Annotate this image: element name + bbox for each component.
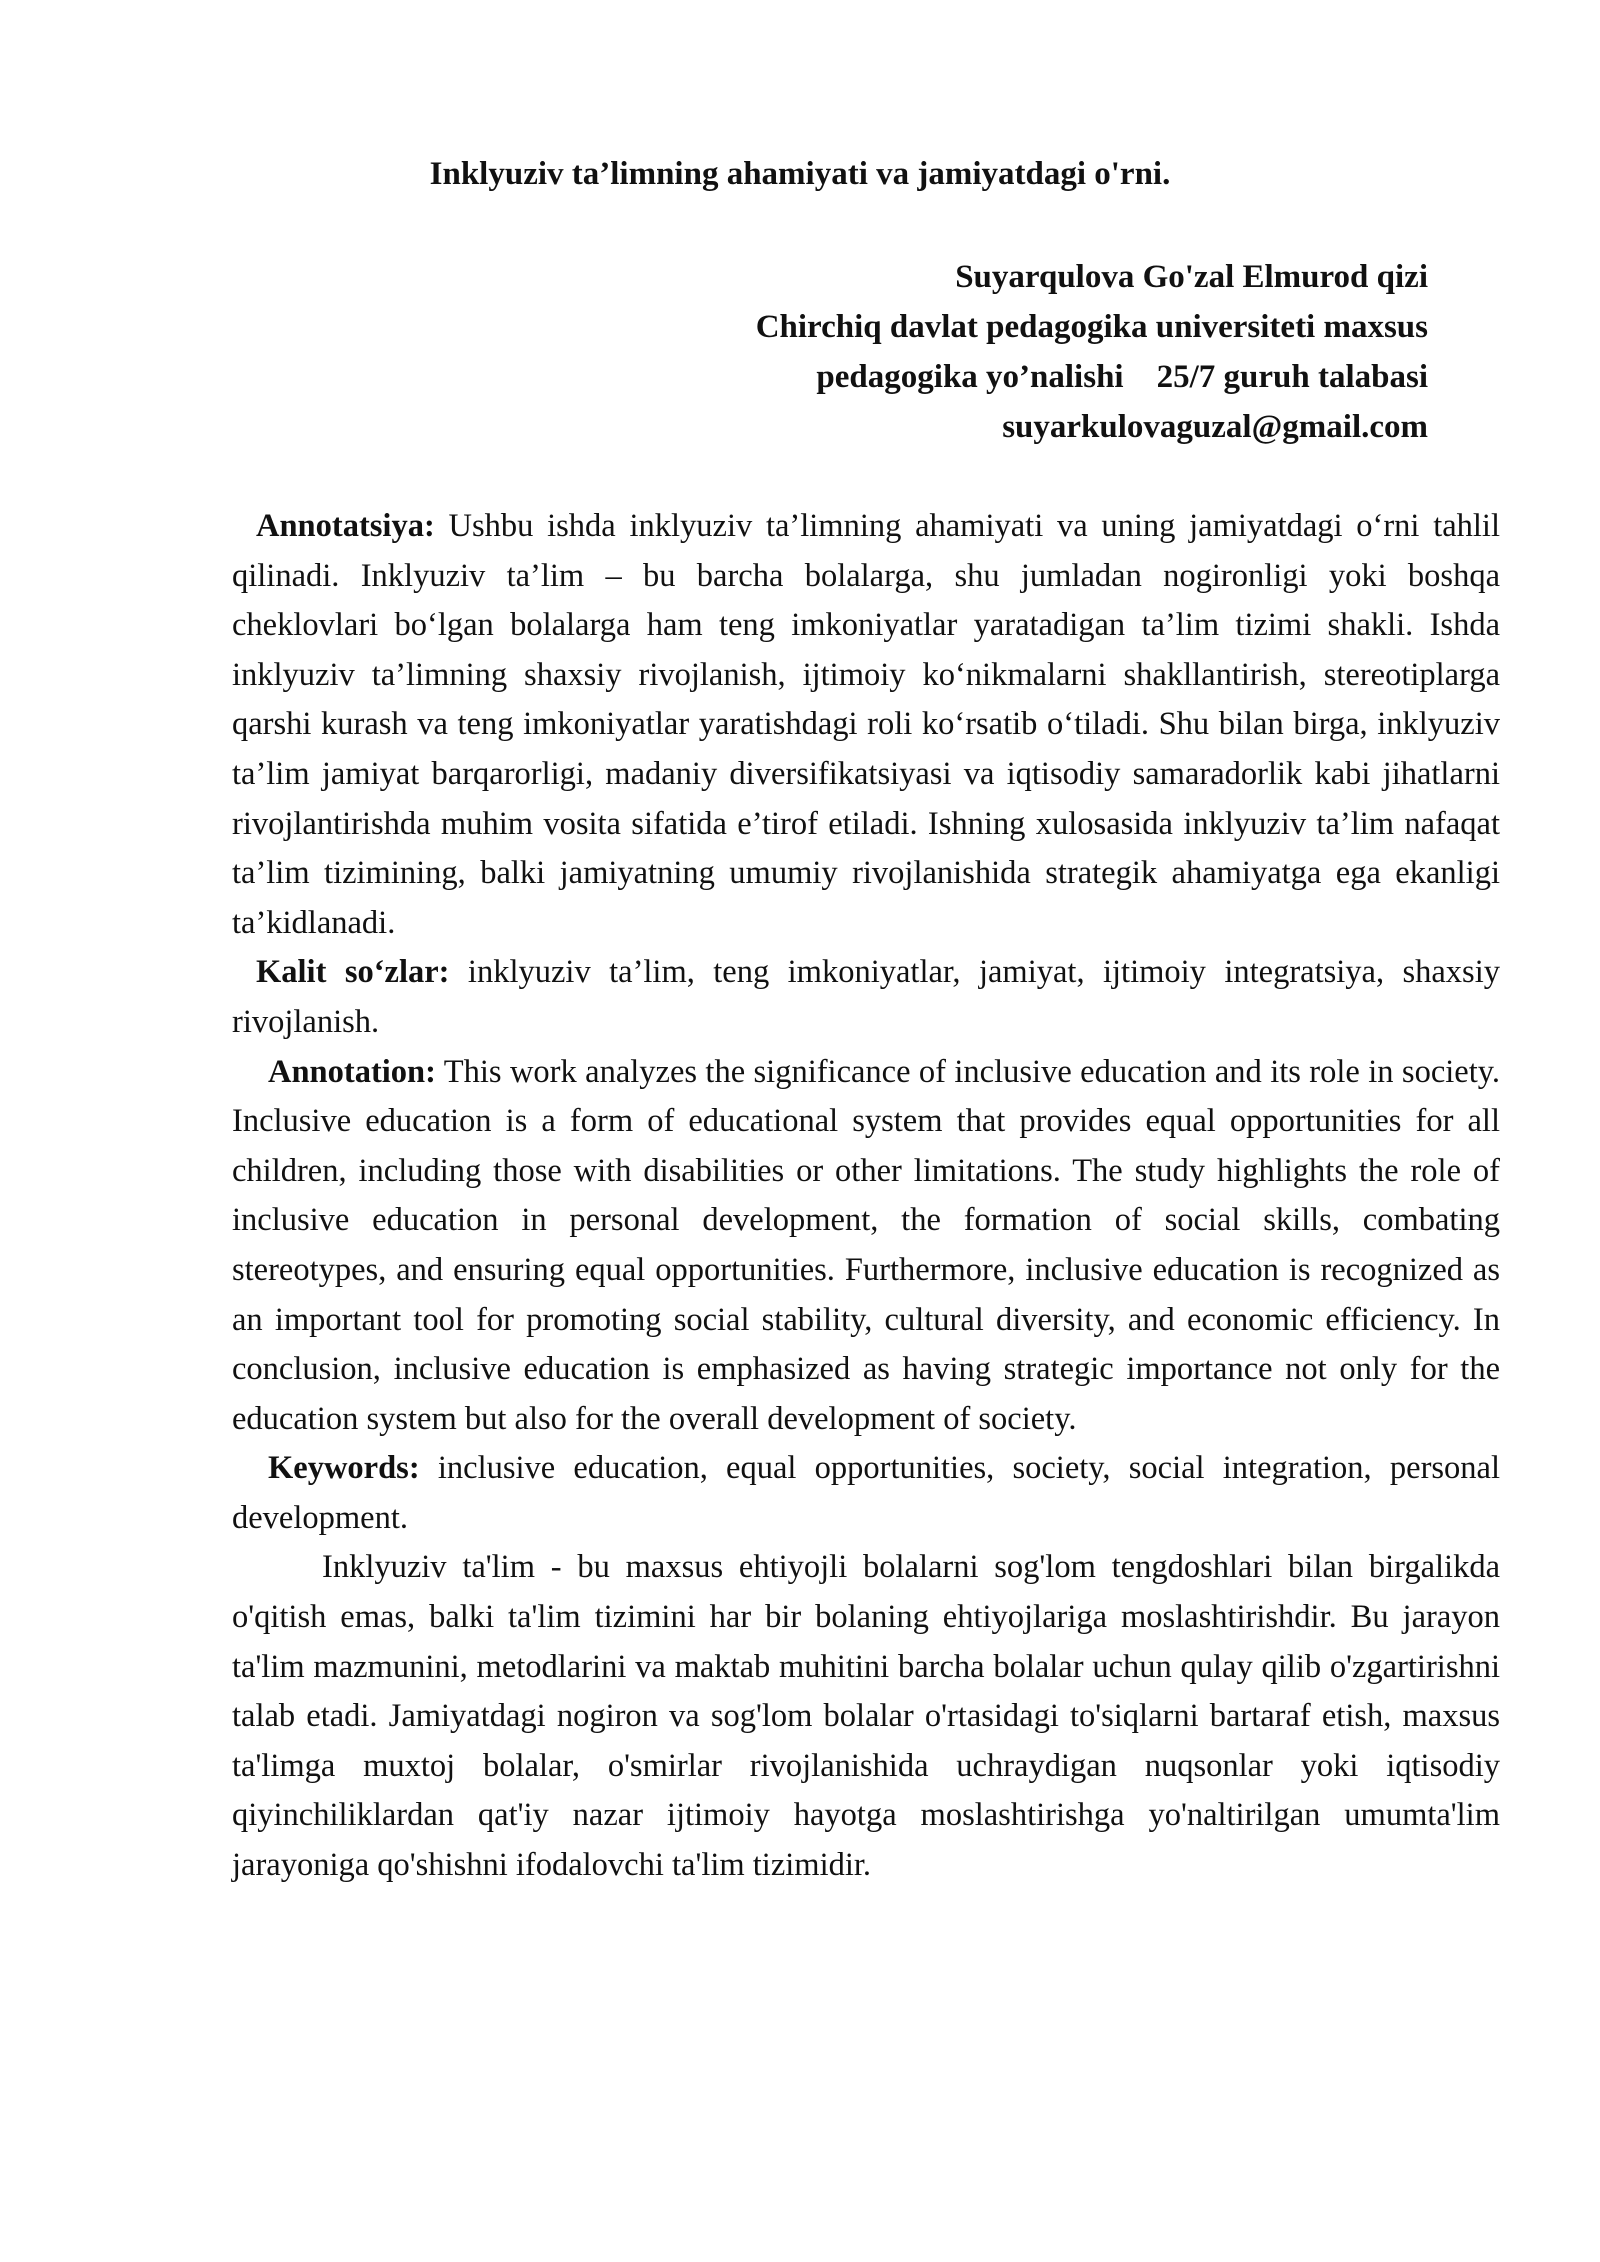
document-title: Inklyuziv ta’limning ahamiyati va jamiyatdagi o'rni. <box>429 156 1171 192</box>
annotatsiya-paragraph <box>232 502 1500 948</box>
annotation-text: This work analyzes the significance of inclusive education and its role in society. Inclusive education is a form of educational system that provides equal opportunities for all children, including those with disabilities or other limitations. The study highlights the role of inclusive education in personal development, the formation of social skills, combating stereotypes, and ensuring equal opportunities. Furthermore, inclusive education is recognized as an important tool for promoting social stability, cultural diversity, and economic efficiency. In conclusion, inclusive education is emphasized as having strategic importance not only for the education system but also for the overall development of society. <box>232 1053 1500 1437</box>
author-affiliation-line2: pedagogika yo’nalishi 25/7 guruh talabasi <box>816 359 1428 395</box>
annotation-paragraph <box>232 1048 1500 1445</box>
keywords-paragraph <box>232 1444 1500 1543</box>
annotation-label: Annotation: <box>268 1053 436 1090</box>
author-block <box>328 252 1428 452</box>
annotatsiya-text: Ushbu ishda inklyuziv ta’limning ahamiyati va uning jamiyatdagi o‘rni tahlil qilinadi. Inklyuziv ta’lim – bu barcha bolalarga, shu jumladan nogironligi yoki boshqa cheklovlari bo‘lgan bolalarga ham teng imkoniyatlar yaratadigan ta’lim tizimi shakli. Ishda inklyuziv ta’limning shaxsiy rivojlanish, ijtimoiy ko‘nikmalarni shakllantirish, stereotiplarga qarshi kurash va teng imkoniyatlar yaratishdagi roli ko‘rsatib o‘tiladi. Shu bilan birga, inklyuziv ta’lim jamiyat barqarorligi, madaniy diversifikatsiyasi va iqtisodiy samaradorlik kabi jihatlarni rivojlantirishda muhim vosita sifatida e’tirof etiladi. Ishning xulosasida inklyuziv ta’lim nafaqat ta’lim tizimining, balki jamiyatning umumiy rivojlanishida strategik ahamiyatga ega ekanligi ta’kidlanadi. <box>232 508 1500 941</box>
kalit-sozlar-label: Kalit so‘zlar: <box>256 954 450 991</box>
body-paragraph: Inklyuziv ta'lim - bu maxsus ehtiyojli bolalarni sog'lom tengdoshlari bilan birgalikda o'qitish emas, balki ta'lim tizimini har bir bolaning ehtiyojlariga moslashtirishdir. Bu jarayon ta'lim mazmunini, metodlarini va maktab muhitini barcha bolalar uchun qulay qilib o'zgartirishni talab etadi. Jamiyatdagi nogiron va sog'lom bolalar o'rtasidagi to'siqlarni bartaraf etish, maxsus ta'limga muxtoj bolalar, o'smirlar rivojlanishida uchraydigan nuqsonlar yoki iqtisodiy qiyinchiliklardan qat'iy nazar ijtimoiy hayotga moslashtirishga yo'naltirilgan umumta'lim jarayoniga qo'shishni ifodalovchi ta'lim tizimidir. <box>232 1549 1500 1884</box>
kalit-sozlar-paragraph <box>232 948 1500 1047</box>
annotatsiya-label: Annotatsiya: <box>256 508 435 544</box>
document-body <box>232 502 1500 1891</box>
keywords-text: inclusive education, equal opportunities, society, social integration, personal development. <box>232 1450 1500 1536</box>
author-name: Suyarqulova Go'zal Elmurod qizi <box>955 259 1428 295</box>
author-email: suyarkulovaguzal@gmail.com <box>1002 409 1428 445</box>
kalit-sozlar-text: inklyuziv ta’lim, teng imkoniyatlar, jamiyat, ijtimoiy integratsiya, shaxsiy rivojlanish. <box>232 954 1500 1040</box>
author-affiliation-line1: Chirchiq davlat pedagogika universiteti maxsus <box>755 309 1428 345</box>
keywords-label: Keywords: <box>268 1450 420 1487</box>
